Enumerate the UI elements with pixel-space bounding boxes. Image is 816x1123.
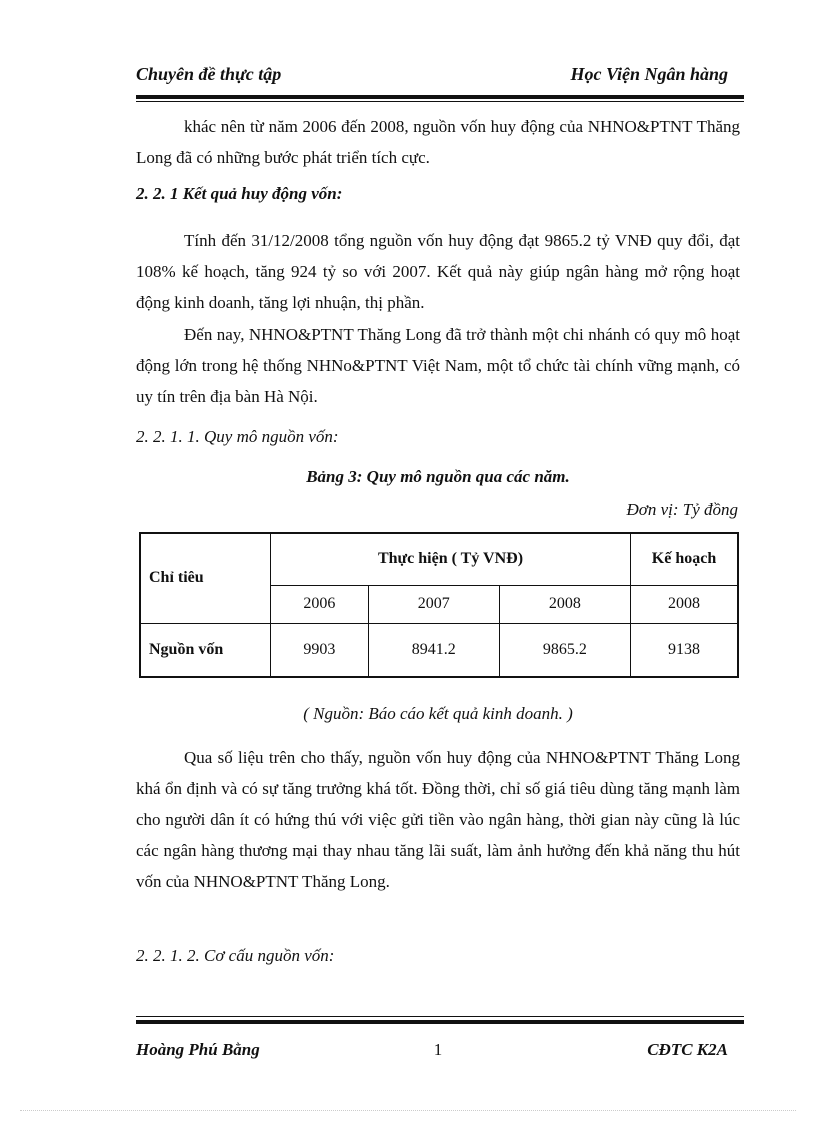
footer-rule-thin (136, 1016, 744, 1017)
subsection-heading-2-2-1-2: 2. 2. 1. 2. Cơ cấu nguồn vốn: (136, 946, 335, 965)
table-caption: Bảng 3: Quy mô nguồn qua các năm. (306, 467, 570, 486)
table-header-indicator: Chỉ tiêu (140, 533, 271, 623)
table-header-plan: Kế hoạch (631, 533, 739, 585)
paragraph-branch: Đến nay, NHNO&PTNT Thăng Long đã trở thành một chi nhánh có quy mô hoạt động lớn trong hệ thống NHNo&PTNT Việt Nam, một tổ chức tài chính vững mạnh, có uy tín trên địa bàn Hà Nội. (136, 325, 740, 406)
paragraph-analysis: Qua số liệu trên cho thấy, nguồn vốn huy động của NHNO&PTNT Thăng Long khá ổn định và có sự tăng trưởng khá tốt. Đồng thời, chỉ số giá tiêu dùng tăng mạnh làm cho người dân ít có hứng thú với việc gửi tiền vào ngân hàng, thời gian này cũng là lúc các ngân hàng thương mại thay nhau tăng lãi suất, làm ảnh hưởng đến khả năng thu hút vốn của NHNO&PTNT Thăng Long. (136, 748, 740, 891)
paragraph-intro: khác nên từ năm 2006 đến 2008, nguồn vốn huy động của NHNO&PTNT Thăng Long đã có những bước phát triển tích cực. (136, 117, 740, 167)
table-unit: Đơn vị: Tỷ đồng (626, 500, 738, 519)
header-rule-thick (136, 95, 744, 99)
table-year-cell: 2006 (271, 585, 369, 623)
paragraph-result: Tính đến 31/12/2008 tổng nguồn vốn huy động đạt 9865.2 tỷ VNĐ quy đổi, đạt 108% kế hoạch, tăng 924 tỷ so với 2007. Kết quả này giúp ngân hàng mở rộng hoạt động kinh doanh, tăng lợi nhuận, thị phần. (136, 231, 740, 312)
table-year-cell: 2008 (499, 585, 630, 623)
table-row (140, 623, 738, 677)
table-value-cell: 8941.2 (368, 623, 499, 677)
header-rule-thin (136, 101, 744, 102)
table-value-cell: 9865.2 (499, 623, 630, 677)
table-value-cell: 9903 (271, 623, 369, 677)
subsection-heading-2-2-1-1: 2. 2. 1. 1. Quy mô nguồn vốn: (136, 427, 339, 446)
table-source: ( Nguồn: Báo cáo kết quả kinh doanh. ) (303, 704, 573, 723)
table-value-cell: 9138 (631, 623, 739, 677)
header-left-title: Chuyên đề thực tập (136, 64, 282, 84)
page-bottom-divider (20, 1110, 796, 1111)
page-number: 1 (433, 1040, 443, 1059)
section-heading-2-2-1: 2. 2. 1 Kết quả huy động vốn: (136, 184, 343, 203)
footer-author: Hoàng Phú Bằng (136, 1040, 260, 1059)
table-row-label: Nguồn vốn (140, 623, 271, 677)
page-footer (136, 1040, 740, 1064)
table-year-cell: 2008 (631, 585, 739, 623)
footer-rule-thick (136, 1020, 744, 1024)
page-header (136, 64, 740, 88)
capital-scale-table (139, 532, 739, 678)
header-right-title: Học Viện Ngân hàng (570, 64, 728, 84)
table-year-cell: 2007 (368, 585, 499, 623)
footer-class: CĐTC K2A (647, 1040, 728, 1059)
table-header-actual: Thực hiện ( Tỷ VNĐ) (271, 533, 631, 585)
